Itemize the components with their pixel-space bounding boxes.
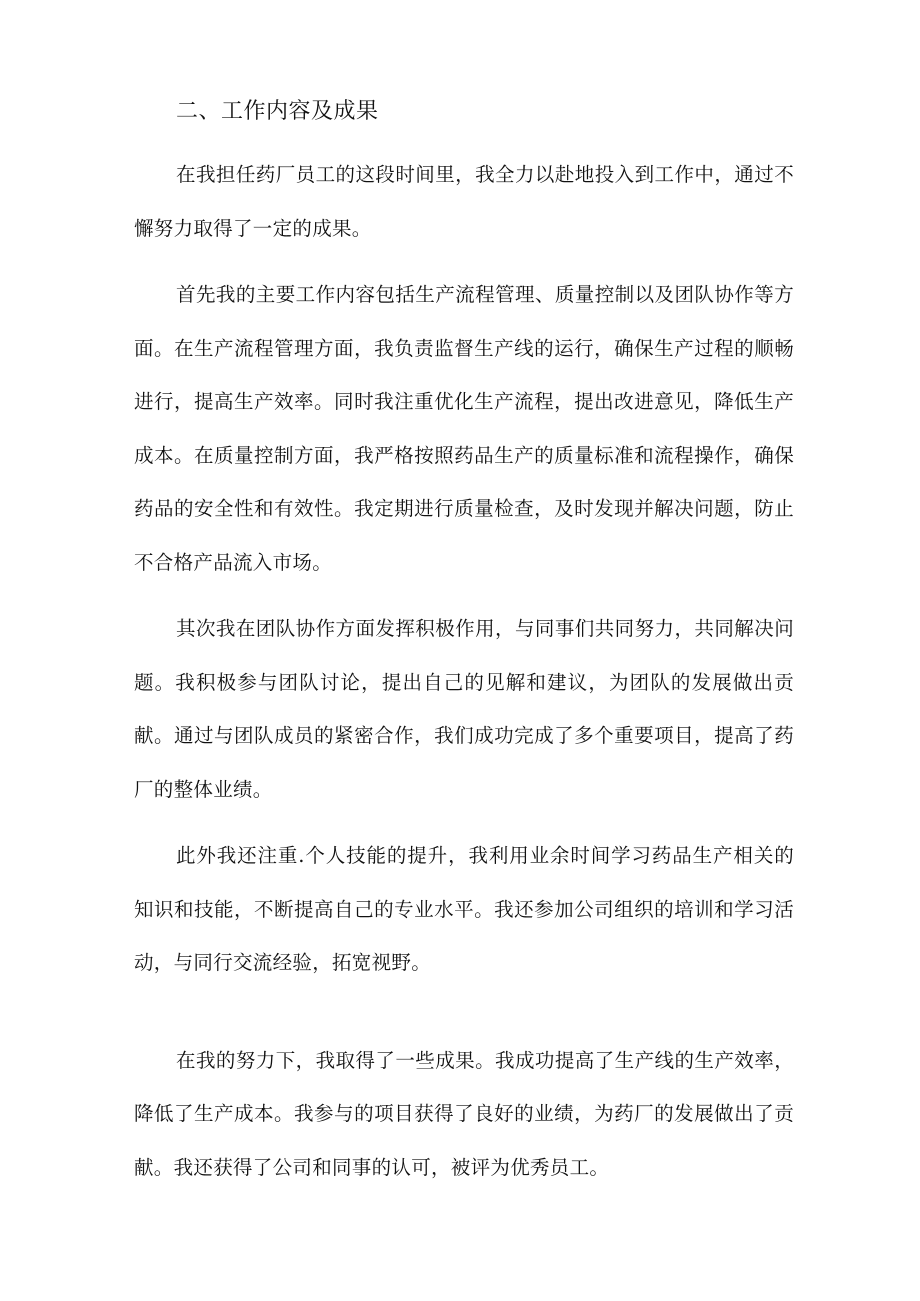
paragraph-teamwork: 其次我在团队协作方面发挥积极作用，与同事们共同努力，共同解决问题。我积极参与团队讨论，提出自己的见解和建议，为团队的发展做出贡献。通过与团队成员的紧密合作，我们成功完成了多个重要项目，提高了药厂的整体业绩。 bbox=[134, 617, 794, 801]
paragraph-results: 在我的努力下，我取得了一些成果。我成功提高了生产线的生产效率，降低了生产成本。我参与的项目获得了良好的业绩，为药厂的发展做出了贡献。我还获得了公司和同事的认可，被评为优秀员工。 bbox=[134, 1048, 794, 1179]
paragraph-intro: 在我担任药厂员工的这段时间里，我全力以赴地投入到工作中，通过不懈努力取得了一定的成果。 bbox=[134, 163, 794, 240]
paragraph-main-work: 首先我的主要工作内容包括生产流程管理、质量控制以及团队协作等方面。在生产流程管理方面，我负责监督生产线的运行，确保生产过程的顺畅进行，提高生产效率。同时我注重优化生产流程，提出改进意见，降低生产成本。在质量控制方面，我严格按照药品生产的质量标准和流程操作，确保药品的安全性和有效性。我定期进行质量检查，及时发现并解决问题，防止不合格产品流入市场。 bbox=[134, 283, 794, 574]
section-heading: 二、工作内容及成果 bbox=[176, 99, 379, 124]
document-body bbox=[134, 92, 794, 1207]
paragraph-skills: 此外我还注重.个人技能的提升，我利用业余时间学习药品生产相关的知识和技能，不断提高自己的专业水平。我还参加公司组织的培训和学习活动，与同行交流经验，拓宽视野。 bbox=[134, 844, 794, 974]
